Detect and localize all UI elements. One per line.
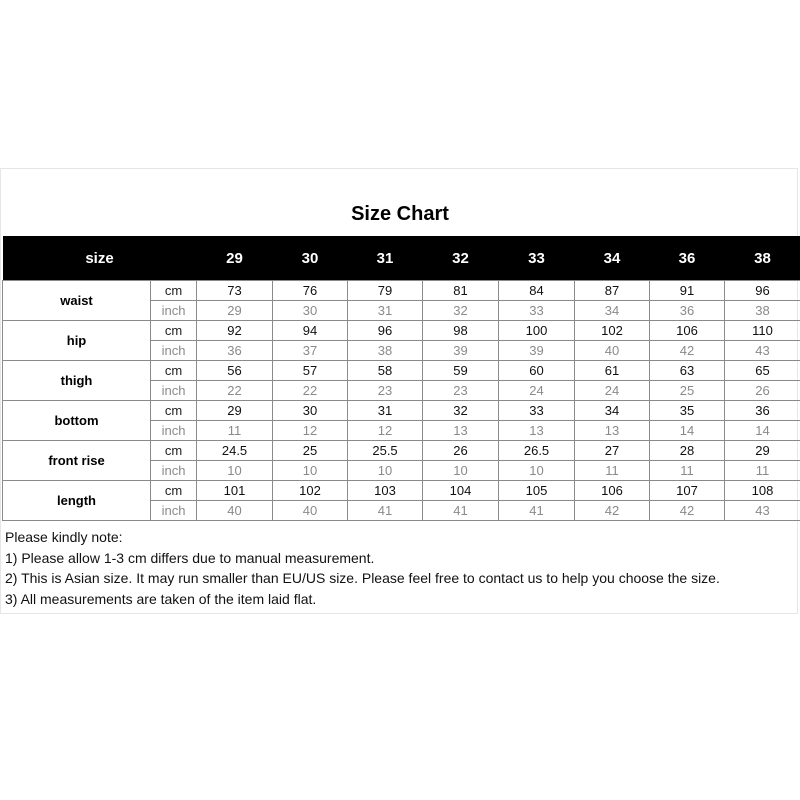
header-size: 30 xyxy=(273,236,348,281)
inch-value: 33 xyxy=(499,301,575,321)
unit-cm-label: cm xyxy=(151,321,197,341)
inch-value: 10 xyxy=(197,461,273,481)
inch-value: 36 xyxy=(650,301,725,321)
cm-value: 34 xyxy=(575,401,650,421)
cm-value: 25.5 xyxy=(348,441,423,461)
cm-value: 26 xyxy=(423,441,499,461)
cm-value: 94 xyxy=(273,321,348,341)
header-size: 34 xyxy=(575,236,650,281)
unit-cm-label: cm xyxy=(151,281,197,301)
inch-value: 11 xyxy=(575,461,650,481)
inch-value: 40 xyxy=(197,501,273,521)
cm-value: 104 xyxy=(423,481,499,501)
cm-value: 105 xyxy=(499,481,575,501)
inch-value: 10 xyxy=(499,461,575,481)
cm-value: 100 xyxy=(499,321,575,341)
table-row xyxy=(3,481,800,501)
table-row xyxy=(3,441,800,461)
inch-value: 11 xyxy=(725,461,800,481)
cm-value: 73 xyxy=(197,281,273,301)
cm-value: 81 xyxy=(423,281,499,301)
cm-value: 63 xyxy=(650,361,725,381)
cm-value: 28 xyxy=(650,441,725,461)
inch-value: 29 xyxy=(197,301,273,321)
cm-value: 108 xyxy=(725,481,800,501)
inch-value: 31 xyxy=(348,301,423,321)
inch-value: 14 xyxy=(725,421,800,441)
cm-value: 27 xyxy=(575,441,650,461)
cm-value: 76 xyxy=(273,281,348,301)
inch-value: 37 xyxy=(273,341,348,361)
inch-value: 11 xyxy=(650,461,725,481)
cm-value: 98 xyxy=(423,321,499,341)
inch-value: 26 xyxy=(725,381,800,401)
inch-value: 39 xyxy=(423,341,499,361)
inch-value: 25 xyxy=(650,381,725,401)
unit-inch-label: inch xyxy=(151,301,197,321)
inch-value: 40 xyxy=(575,341,650,361)
note-heading: Please kindly note: xyxy=(5,529,123,545)
inch-value: 42 xyxy=(575,501,650,521)
measurement-name: front rise xyxy=(3,441,151,481)
measurement-name: thigh xyxy=(3,361,151,401)
cm-value: 32 xyxy=(423,401,499,421)
cm-value: 25 xyxy=(273,441,348,461)
inch-value: 43 xyxy=(725,341,800,361)
inch-value: 12 xyxy=(348,421,423,441)
header-size: 33 xyxy=(499,236,575,281)
inch-value: 22 xyxy=(273,381,348,401)
cm-value: 91 xyxy=(650,281,725,301)
note-item: 1) Please allow 1-3 cm differs due to manual measurement. xyxy=(5,549,375,566)
cm-value: 57 xyxy=(273,361,348,381)
cm-value: 58 xyxy=(348,361,423,381)
inch-value: 43 xyxy=(725,501,800,521)
header-size: 32 xyxy=(423,236,499,281)
cm-value: 59 xyxy=(423,361,499,381)
inch-value: 11 xyxy=(197,421,273,441)
cm-value: 92 xyxy=(197,321,273,341)
unit-inch-label: inch xyxy=(151,461,197,481)
cm-value: 36 xyxy=(725,401,800,421)
cm-value: 30 xyxy=(273,401,348,421)
header-row xyxy=(3,236,800,281)
measurement-name: bottom xyxy=(3,401,151,441)
inch-value: 30 xyxy=(273,301,348,321)
cm-value: 96 xyxy=(348,321,423,341)
cm-value: 26.5 xyxy=(499,441,575,461)
inch-value: 23 xyxy=(423,381,499,401)
cm-value: 96 xyxy=(725,281,800,301)
notes-block xyxy=(5,527,795,609)
cm-value: 56 xyxy=(197,361,273,381)
inch-value: 12 xyxy=(273,421,348,441)
unit-cm-label: cm xyxy=(151,481,197,501)
cm-value: 106 xyxy=(650,321,725,341)
cm-value: 87 xyxy=(575,281,650,301)
inch-value: 10 xyxy=(273,461,348,481)
inch-value: 10 xyxy=(348,461,423,481)
inch-value: 13 xyxy=(499,421,575,441)
unit-cm-label: cm xyxy=(151,361,197,381)
header-size-label: size xyxy=(3,236,197,281)
unit-cm-label: cm xyxy=(151,441,197,461)
cm-value: 79 xyxy=(348,281,423,301)
cm-value: 101 xyxy=(197,481,273,501)
inch-value: 42 xyxy=(650,341,725,361)
header-size: 29 xyxy=(197,236,273,281)
measurement-name: waist xyxy=(3,281,151,321)
inch-value: 40 xyxy=(273,501,348,521)
cm-value: 29 xyxy=(197,401,273,421)
header-size: 36 xyxy=(650,236,725,281)
cm-value: 35 xyxy=(650,401,725,421)
inch-value: 14 xyxy=(650,421,725,441)
cm-value: 61 xyxy=(575,361,650,381)
inch-value: 24 xyxy=(499,381,575,401)
inch-value: 13 xyxy=(575,421,650,441)
table-body xyxy=(3,281,800,521)
cm-value: 24.5 xyxy=(197,441,273,461)
table-row xyxy=(3,401,800,421)
measurement-name: length xyxy=(3,481,151,521)
inch-value: 13 xyxy=(423,421,499,441)
inch-value: 38 xyxy=(725,301,800,321)
cm-value: 31 xyxy=(348,401,423,421)
cm-value: 110 xyxy=(725,321,800,341)
inch-value: 38 xyxy=(348,341,423,361)
note-item: 3) All measurements are taken of the item laid flat. xyxy=(5,590,317,607)
cm-value: 29 xyxy=(725,441,800,461)
unit-inch-label: inch xyxy=(151,341,197,361)
inch-value: 24 xyxy=(575,381,650,401)
chart-title: Size Chart xyxy=(351,203,449,225)
header-size: 31 xyxy=(348,236,423,281)
inch-value: 41 xyxy=(499,501,575,521)
note-item: 2) This is Asian size. It may run smaller than EU/US size. Please feel free to contact us to help you choose the size. xyxy=(5,570,720,586)
unit-inch-label: inch xyxy=(151,501,197,521)
inch-value: 22 xyxy=(197,381,273,401)
table-row xyxy=(3,321,800,341)
unit-cm-label: cm xyxy=(151,401,197,421)
inch-value: 34 xyxy=(575,301,650,321)
inch-value: 36 xyxy=(197,341,273,361)
table-row xyxy=(3,281,800,301)
cm-value: 107 xyxy=(650,481,725,501)
cm-value: 103 xyxy=(348,481,423,501)
cm-value: 102 xyxy=(273,481,348,501)
cm-value: 102 xyxy=(575,321,650,341)
table-row xyxy=(3,361,800,381)
inch-value: 32 xyxy=(423,301,499,321)
header-size: 38 xyxy=(725,236,800,281)
inch-value: 42 xyxy=(650,501,725,521)
inch-value: 41 xyxy=(348,501,423,521)
cm-value: 65 xyxy=(725,361,800,381)
measurement-name: hip xyxy=(3,321,151,361)
inch-value: 23 xyxy=(348,381,423,401)
unit-inch-label: inch xyxy=(151,421,197,441)
cm-value: 84 xyxy=(499,281,575,301)
inch-value: 10 xyxy=(423,461,499,481)
unit-inch-label: inch xyxy=(151,381,197,401)
inch-value: 41 xyxy=(423,501,499,521)
cm-value: 33 xyxy=(499,401,575,421)
size-table xyxy=(2,236,800,521)
inch-value: 39 xyxy=(499,341,575,361)
cm-value: 60 xyxy=(499,361,575,381)
cm-value: 106 xyxy=(575,481,650,501)
